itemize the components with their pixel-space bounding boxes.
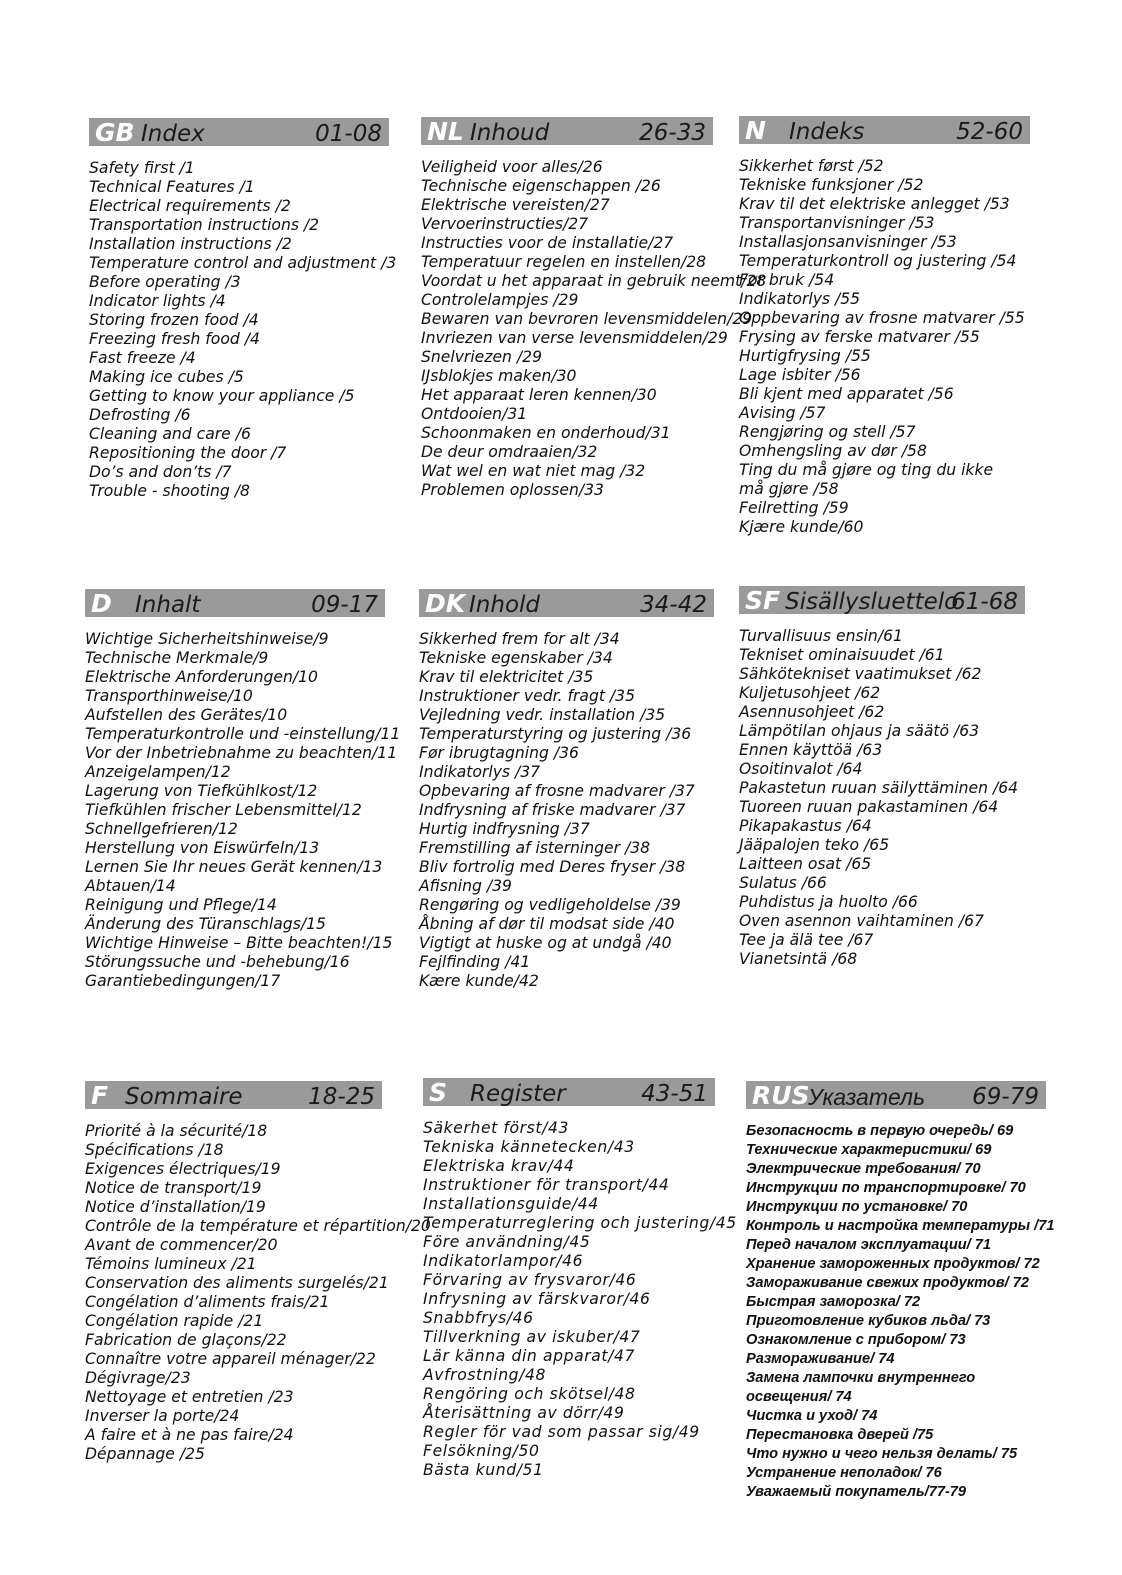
index-entry: Hurtigfrysing /55 — [739, 347, 871, 365]
language-code: S — [429, 1078, 448, 1107]
index-entry: Hurtig indfrysning /37 — [419, 820, 590, 838]
index-entry: Sikkerhed frem for alt /34 — [419, 630, 620, 648]
index-entry: Rengöring och skötsel/48 — [423, 1385, 636, 1403]
index-entry: Åbning af dør til modsat side /40 — [419, 915, 675, 933]
index-entry: Asennusohjeet /62 — [739, 703, 885, 721]
index-entry: Замена лампочки внутреннего — [746, 1370, 976, 1386]
index-entry: Infrysning av färskvaror/46 — [423, 1290, 651, 1308]
index-list — [419, 630, 714, 991]
index-entry: Fabrication de glaçons/22 — [85, 1331, 287, 1349]
section-sf — [739, 586, 1025, 969]
index-entry: Tuoreen ruuan pakastaminen /64 — [739, 798, 999, 816]
index-entry: Connaître votre appareil ménager/22 — [85, 1350, 376, 1368]
index-entry: Congélation rapide /21 — [85, 1312, 264, 1330]
index-entry: Nettoyage et entretien /23 — [85, 1388, 294, 1406]
index-entry: Felsökning/50 — [423, 1442, 540, 1460]
index-entry: Electrical requirements /2 — [89, 197, 291, 215]
index-entry: Wichtige Sicherheitshinweise/9 — [85, 630, 329, 648]
language-code: DK — [425, 589, 466, 618]
index-entry: Technical Features /1 — [89, 178, 255, 196]
page-range: 69-79 — [972, 1084, 1039, 1110]
index-entry: Veiligheid voor alles/26 — [421, 158, 603, 176]
index-entry: Bewaren van bevroren levensmiddelen/29 — [421, 310, 753, 328]
index-entry: Störungssuche und -behebung/16 — [85, 953, 350, 971]
index-entry: Tiefkühlen frischer Lebensmittel/12 — [85, 801, 362, 819]
index-entry: Schoonmaken en onderhoud/31 — [421, 424, 671, 442]
index-entry: Bliv fortrolig med Deres fryser /38 — [419, 858, 686, 876]
section-f — [85, 1081, 431, 1464]
section-header — [85, 1081, 382, 1109]
index-entry: Indikatorlys /55 — [739, 290, 861, 308]
index-entry: Vianetsintä /68 — [739, 950, 858, 968]
index-entry: Temperature control and adjustment /3 — [89, 254, 397, 272]
index-entry: Installasjonsanvisninger /53 — [739, 233, 957, 251]
section-title: Sommaire — [125, 1084, 243, 1110]
index-entry: Controlelampjes /29 — [421, 291, 579, 309]
index-entry: Инструкции по транспортировке/ 70 — [746, 1180, 1026, 1196]
page-range: 09-17 — [311, 592, 378, 618]
section-rus — [746, 1081, 1055, 1502]
index-entry: Ting du må gjøre og ting du ikke — [739, 461, 994, 479]
index-entry: Уважаемый покупатель/77-79 — [746, 1484, 967, 1500]
index-entry: Устранение неполадок/ 76 — [746, 1465, 942, 1481]
section-header — [89, 118, 389, 146]
section-title: Указатель — [808, 1084, 926, 1110]
section-header — [739, 116, 1030, 144]
index-entry: Snabbfrys/46 — [423, 1309, 534, 1327]
index-entry: Trouble - shooting /8 — [89, 482, 250, 500]
index-entry: Замораживание свежих продуктов/ 72 — [746, 1275, 1029, 1291]
index-entry: Instructies voor de installatie/27 — [421, 234, 674, 252]
index-entry: Перед началом эксплуатации/ 71 — [746, 1237, 992, 1253]
index-entry: Чистка и уход/ 74 — [746, 1408, 878, 1424]
index-entry: Vigtigt at huske og at undgå /40 — [419, 934, 672, 952]
index-entry: Het apparaat leren kennen/30 — [421, 386, 657, 404]
index-entry: Elektrische Anforderungen/10 — [85, 668, 318, 686]
index-entry: Temperaturkontrolle und -einstellung/11 — [85, 725, 401, 743]
page-range: 34-42 — [640, 592, 707, 618]
index-entry: Temperaturreglering och justering/45 — [423, 1214, 737, 1232]
index-entry: Wichtige Hinweise – Bitte beachten!/15 — [85, 934, 393, 952]
index-entry: Säkerhet först/43 — [423, 1119, 570, 1137]
index-entry: Témoins lumineux /21 — [85, 1255, 257, 1273]
index-entry: Avfrostning/48 — [423, 1366, 547, 1384]
language-code: N — [745, 116, 766, 145]
language-code: SF — [745, 586, 781, 615]
index-entry: A faire et à ne pas faire/24 — [85, 1426, 294, 1444]
index-entry: Freezing fresh food /4 — [89, 330, 260, 348]
index-entry: Fast freeze /4 — [89, 349, 196, 367]
section-title: Index — [141, 121, 205, 147]
index-entry: Priorité à la sécurité/18 — [85, 1122, 268, 1140]
index-entry: Congélation d’aliments frais/21 — [85, 1293, 330, 1311]
index-entry: Technische Merkmale/9 — [85, 649, 269, 667]
index-entry: Dépannage /25 — [85, 1445, 205, 1463]
index-entry: Ознакомление с прибором/ 73 — [746, 1332, 966, 1348]
index-entry: Технические характеристики/ 69 — [746, 1142, 992, 1158]
index-entry: Osoitinvalot /64 — [739, 760, 863, 778]
language-code: F — [91, 1081, 109, 1110]
index-entry: Technische eigenschappen /26 — [421, 177, 661, 195]
section-title: Indeks — [789, 119, 865, 145]
index-entry: Хранение замороженных продуктов/ 72 — [746, 1256, 1040, 1272]
index-entry: Электрические требования/ 70 — [746, 1161, 981, 1177]
index-entry: Tekniset ominaisuudet /61 — [739, 646, 945, 664]
index-entry: Lage isbiter /56 — [739, 366, 861, 384]
index-entry: Indikatorlys /37 — [419, 763, 541, 781]
index-list — [423, 1119, 737, 1480]
section-title: Inhalt — [135, 592, 201, 618]
index-entry: Indfrysning af friske madvarer /37 — [419, 801, 686, 819]
index-entry: Laitteen osat /65 — [739, 855, 872, 873]
index-entry: Contrôle de la température et répartition/20 — [85, 1217, 431, 1235]
language-code: D — [91, 589, 112, 618]
page-range: 43-51 — [641, 1081, 708, 1107]
index-entry: Elektriska krav/44 — [423, 1157, 575, 1175]
index-entry: Tee ja älä tee /67 — [739, 931, 874, 949]
index-entry: Do’s and don’ts /7 — [89, 463, 232, 481]
index-entry: Inverser la porte/24 — [85, 1407, 240, 1425]
index-entry: Sulatus /66 — [739, 874, 827, 892]
index-list — [746, 1122, 1055, 1502]
index-entry: Notice d’installation/19 — [85, 1198, 266, 1216]
page-range: 18-25 — [308, 1084, 375, 1110]
section-header — [421, 117, 713, 145]
index-entry: Repositioning the door /7 — [89, 444, 287, 462]
section-d — [85, 589, 401, 991]
index-entry: De deur omdraaien/32 — [421, 443, 598, 461]
index-entry: Fremstilling af isterninger /38 — [419, 839, 651, 857]
section-title: Inhoud — [470, 120, 550, 146]
section-header — [419, 589, 714, 617]
index-entry: Oppbevaring av frosne matvarer /55 — [739, 309, 1025, 327]
index-entry: Tillverkning av iskuber/47 — [423, 1328, 641, 1346]
index-entry: Invriezen van verse levensmiddelen/29 — [421, 329, 728, 347]
index-entry: Temperaturstyring og justering /36 — [419, 725, 692, 743]
index-entry: Before operating /3 — [89, 273, 241, 291]
section-header — [739, 586, 1025, 614]
index-entry: Контроль и настройка температуры /71 — [746, 1218, 1055, 1234]
index-entry: Temperaturkontroll og justering /54 — [739, 252, 1017, 270]
page-range: 61-68 — [951, 589, 1018, 615]
index-entry: må gjøre /58 — [739, 480, 839, 498]
index-entry: Regler för vad som passar sig/49 — [423, 1423, 700, 1441]
index-entry: Anzeigelampen/12 — [85, 763, 231, 781]
index-entry: Conservation des aliments surgelés/21 — [85, 1274, 389, 1292]
index-entry: Før bruk /54 — [739, 271, 835, 289]
index-entry: Installation instructions /2 — [89, 235, 292, 253]
section-s — [423, 1078, 737, 1480]
index-entry: Bli kjent med apparatet /56 — [739, 385, 954, 403]
index-entry: Wat wel en wat niet mag /32 — [421, 462, 646, 480]
index-entry: Lagerung von Tiefkühlkost/12 — [85, 782, 318, 800]
section-title: Register — [470, 1081, 566, 1107]
index-entry: Kære kunde/42 — [419, 972, 539, 990]
language-code: RUS — [752, 1081, 810, 1110]
index-entry: Förvaring av frysvaror/46 — [423, 1271, 637, 1289]
index-entry: Defrosting /6 — [89, 406, 191, 424]
section-n — [739, 116, 1030, 537]
index-list — [85, 1122, 431, 1464]
index-entry: Vejledning vedr. installation /35 — [419, 706, 666, 724]
index-entry: Tekniska kännetecken/43 — [423, 1138, 635, 1156]
index-entry: Sähkötekniset vaatimukset /62 — [739, 665, 982, 683]
index-entry: Перестановка дверей /75 — [746, 1427, 934, 1443]
language-code: NL — [427, 117, 464, 146]
index-entry: Tekniske funksjoner /52 — [739, 176, 924, 194]
index-entry: Temperatuur regelen en instellen/28 — [421, 253, 707, 271]
index-entry: освещения/ 74 — [746, 1389, 852, 1405]
index-entry: Kjære kunde/60 — [739, 518, 864, 536]
index-entry: Cleaning and care /6 — [89, 425, 251, 443]
index-entry: Storing frozen food /4 — [89, 311, 259, 329]
index-entry: Abtauen/14 — [85, 877, 176, 895]
index-entry: Lämpötilan ohjaus ja säätö /63 — [739, 722, 980, 740]
index-entry: Rengøring og vedligeholdelse /39 — [419, 896, 681, 914]
index-entry: Lär känna din apparat/47 — [423, 1347, 636, 1365]
index-entry: Herstellung von Eiswürfeln/13 — [85, 839, 320, 857]
page-range: 52-60 — [956, 119, 1023, 145]
index-entry: Snelvriezen /29 — [421, 348, 542, 366]
index-entry: Oven asennon vaihtaminen /67 — [739, 912, 984, 930]
index-entry: Afisning /39 — [419, 877, 512, 895]
page-range: 26-33 — [639, 120, 706, 146]
index-entry: Vervoerinstructies/27 — [421, 215, 589, 233]
index-entry: Getting to know your appliance /5 — [89, 387, 355, 405]
index-entry: Schnellgefrieren/12 — [85, 820, 238, 838]
index-entry: Быстрая заморозка/ 72 — [746, 1294, 921, 1310]
index-list — [739, 627, 1025, 969]
index-entry: Инструкции по установке/ 70 — [746, 1199, 968, 1215]
index-entry: Что нужно и чего нельзя делать/ 75 — [746, 1446, 1018, 1462]
index-entry: Размораживание/ 74 — [746, 1351, 895, 1367]
index-entry: Opbevaring af frosne madvarer /37 — [419, 782, 695, 800]
index-entry: Spécifications /18 — [85, 1141, 224, 1159]
index-entry: Feilretting /59 — [739, 499, 849, 517]
section-title: Sisällysluettelo — [785, 589, 959, 615]
index-entry: Turvallisuus ensin/61 — [739, 627, 903, 645]
index-entry: Instruktioner vedr. fragt /35 — [419, 687, 636, 705]
index-entry: Pikapakastus /64 — [739, 817, 872, 835]
index-list — [85, 630, 401, 991]
index-entry: Приготовление кубиков льда/ 73 — [746, 1313, 991, 1329]
section-gb — [89, 118, 397, 501]
section-header — [746, 1081, 1046, 1109]
index-entry: Omhengsling av dør /58 — [739, 442, 927, 460]
index-entry: Tekniske egenskaber /34 — [419, 649, 613, 667]
index-entry: Før ibrugtagning /36 — [419, 744, 579, 762]
index-entry: IJsblokjes maken/30 — [421, 367, 577, 385]
index-entry: Transportanvisninger /53 — [739, 214, 935, 232]
index-list — [89, 159, 397, 501]
index-entry: Reinigung und Pflege/14 — [85, 896, 277, 914]
index-entry: Aufstellen des Gerätes/10 — [85, 706, 288, 724]
index-entry: Före användning/45 — [423, 1233, 591, 1251]
section-dk — [419, 589, 714, 991]
index-entry: Indikatorlampor/46 — [423, 1252, 584, 1270]
index-entry: Krav til det elektriske anlegget /53 — [739, 195, 1010, 213]
index-entry: Avising /57 — [739, 404, 826, 422]
index-list — [421, 158, 767, 500]
index-entry: Problemen oplossen/33 — [421, 481, 604, 499]
index-entry: Rengjøring og stell /57 — [739, 423, 916, 441]
index-entry: Ennen käyttöä /63 — [739, 741, 883, 759]
index-entry: Krav til elektricitet /35 — [419, 668, 594, 686]
section-nl — [421, 117, 767, 500]
index-list — [739, 157, 1030, 537]
index-entry: Transporthinweise/10 — [85, 687, 253, 705]
index-entry: Kuljetusohjeet /62 — [739, 684, 881, 702]
section-header — [423, 1078, 715, 1106]
index-entry: Änderung des Türanschlags/15 — [85, 915, 326, 933]
language-code: GB — [95, 118, 135, 147]
index-entry: Making ice cubes /5 — [89, 368, 244, 386]
index-entry: Bästa kund/51 — [423, 1461, 544, 1479]
index-entry: Safety first /1 — [89, 159, 195, 177]
index-entry: Elektrische vereisten/27 — [421, 196, 610, 214]
index-entry: Pakastetun ruuan säilyttäminen /64 — [739, 779, 1019, 797]
page-range: 01-08 — [315, 121, 382, 147]
index-entry: Безопасность в первую очередь/ 69 — [746, 1123, 1014, 1139]
index-entry: Vor der Inbetriebnahme zu beachten/11 — [85, 744, 398, 762]
index-entry: Avant de commencer/20 — [85, 1236, 278, 1254]
index-entry: Instruktioner för transport/44 — [423, 1176, 670, 1194]
index-entry: Transportation instructions /2 — [89, 216, 320, 234]
index-entry: Puhdistus ja huolto /66 — [739, 893, 918, 911]
index-entry: Voordat u het apparaat in gebruik neemt/28 — [421, 272, 767, 290]
index-entry: Jääpalojen teko /65 — [739, 836, 890, 854]
index-entry: Exigences électriques/19 — [85, 1160, 281, 1178]
index-entry: Frysing av ferske matvarer /55 — [739, 328, 980, 346]
index-entry: Garantiebedingungen/17 — [85, 972, 281, 990]
index-entry: Sikkerhet først /52 — [739, 157, 884, 175]
index-entry: Dégivrage/23 — [85, 1369, 191, 1387]
index-entry: Återisättning av dörr/49 — [423, 1404, 625, 1422]
section-title: Inhold — [469, 592, 540, 618]
index-entry: Fejlfinding /41 — [419, 953, 531, 971]
index-entry: Notice de transport/19 — [85, 1179, 262, 1197]
index-entry: Installationsguide/44 — [423, 1195, 599, 1213]
section-header — [85, 589, 385, 617]
index-entry: Lernen Sie Ihr neues Gerät kennen/13 — [85, 858, 383, 876]
index-entry: Ontdooien/31 — [421, 405, 528, 423]
index-entry: Indicator lights /4 — [89, 292, 226, 310]
